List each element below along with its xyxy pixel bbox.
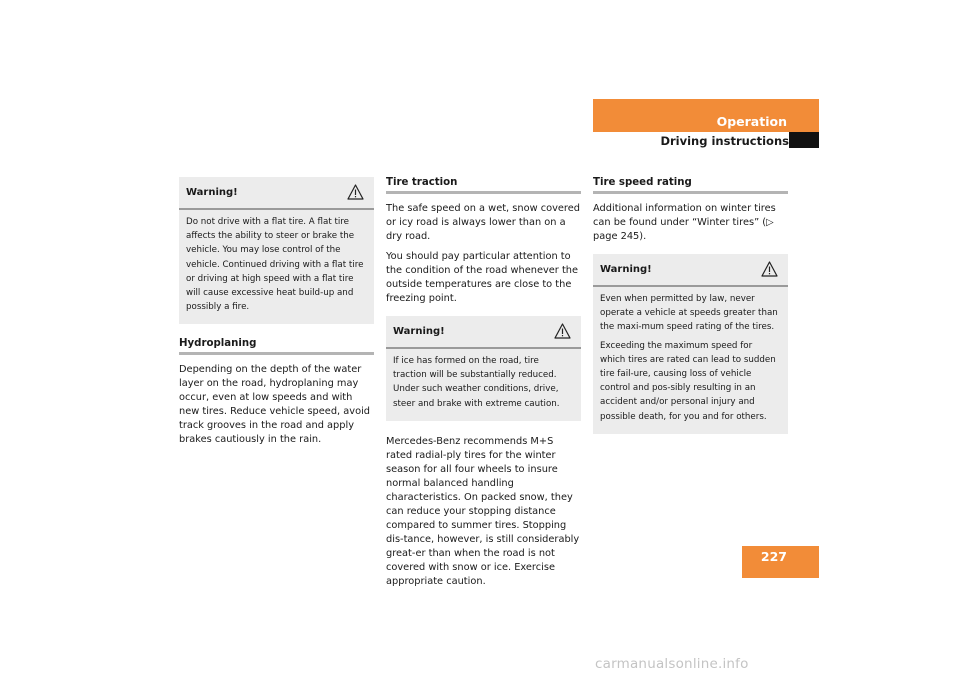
page-number: 227 bbox=[760, 549, 787, 564]
warning-header bbox=[386, 316, 581, 349]
watermark: carmanualsonline.info bbox=[595, 656, 749, 672]
warning-triangle-icon bbox=[761, 261, 778, 277]
paragraph: Depending on the depth of the water layer on the road, hydroplaning may occur, even at low speeds and with new tires. Reduce vehicle speed, avoid track grooves in the road and apply brakes cautiously in the rain. bbox=[179, 364, 371, 446]
heading-tire-speed-rating: Tire speed rating bbox=[593, 177, 788, 194]
heading-hydroplaning: Hydroplaning bbox=[179, 338, 374, 355]
warning-header bbox=[593, 254, 788, 287]
warning-box-ice bbox=[386, 316, 581, 421]
column-1 bbox=[179, 177, 374, 453]
header-marker bbox=[789, 132, 819, 148]
warning-text: Exceeding the maximum speed for which tires are rated can lead to sudden tire fail-ure, causing loss of vehicle control and pos-sibly resulting in an accident and/or personal injury and possible death, for you and for others. bbox=[600, 340, 776, 422]
warning-text: Do not drive with a flat tire. A flat tire affects the ability to steer or brake the vehicle. You may lose control of the vehicle. Continued driving with a flat tire or driving at high speed with a flat tire will cause excessive heat build-up and possibly a fire. bbox=[186, 217, 364, 313]
warning-title: Warning! bbox=[393, 326, 445, 337]
warning-triangle-icon bbox=[554, 323, 571, 339]
paragraph: Additional information on winter tires can be found under “Winter tires” (▷ page 245). bbox=[593, 203, 776, 242]
paragraph: The safe speed on a wet, snow covered or icy road is always lower than on a dry road. bbox=[386, 203, 580, 242]
warning-body bbox=[593, 287, 788, 424]
warning-text: Even when permitted by law, never operate a vehicle at speeds greater than the maxi-mum speed rating of the tires. bbox=[600, 294, 778, 333]
warning-body bbox=[179, 210, 374, 314]
warning-title: Warning! bbox=[186, 187, 238, 198]
warning-box-flat-tire bbox=[179, 177, 374, 324]
warning-header bbox=[179, 177, 374, 210]
warning-body bbox=[386, 349, 581, 411]
column-2 bbox=[386, 177, 581, 595]
warning-triangle-icon bbox=[347, 184, 364, 200]
warning-text: If ice has formed on the road, tire traction will be substantially reduced. Under such weather conditions, drive, steer and brake with extreme caution. bbox=[393, 356, 560, 409]
section-title: Operation bbox=[716, 114, 787, 129]
heading-tire-traction: Tire traction bbox=[386, 177, 581, 194]
page-number-block bbox=[742, 546, 819, 578]
subsection-title: Driving instructions bbox=[660, 134, 789, 148]
section-header bbox=[593, 99, 819, 132]
paragraph: Mercedes-Benz recommends M+S rated radial-ply tires for the winter season for all four wheels to insure normal balanced handling characteristics. On packed snow, they can reduce your stopping distance compared to summer tires. Stopping dis-tance, however, is still considerably great-er than when the road is not covered with snow or ice. Exercise appropriate caution. bbox=[386, 435, 580, 587]
column-3 bbox=[593, 177, 788, 444]
warning-box-speed bbox=[593, 254, 788, 434]
warning-title: Warning! bbox=[600, 264, 652, 275]
paragraph: You should pay particular attention to the condition of the road whenever the outside temperatures are close to the freezing point. bbox=[386, 251, 579, 304]
